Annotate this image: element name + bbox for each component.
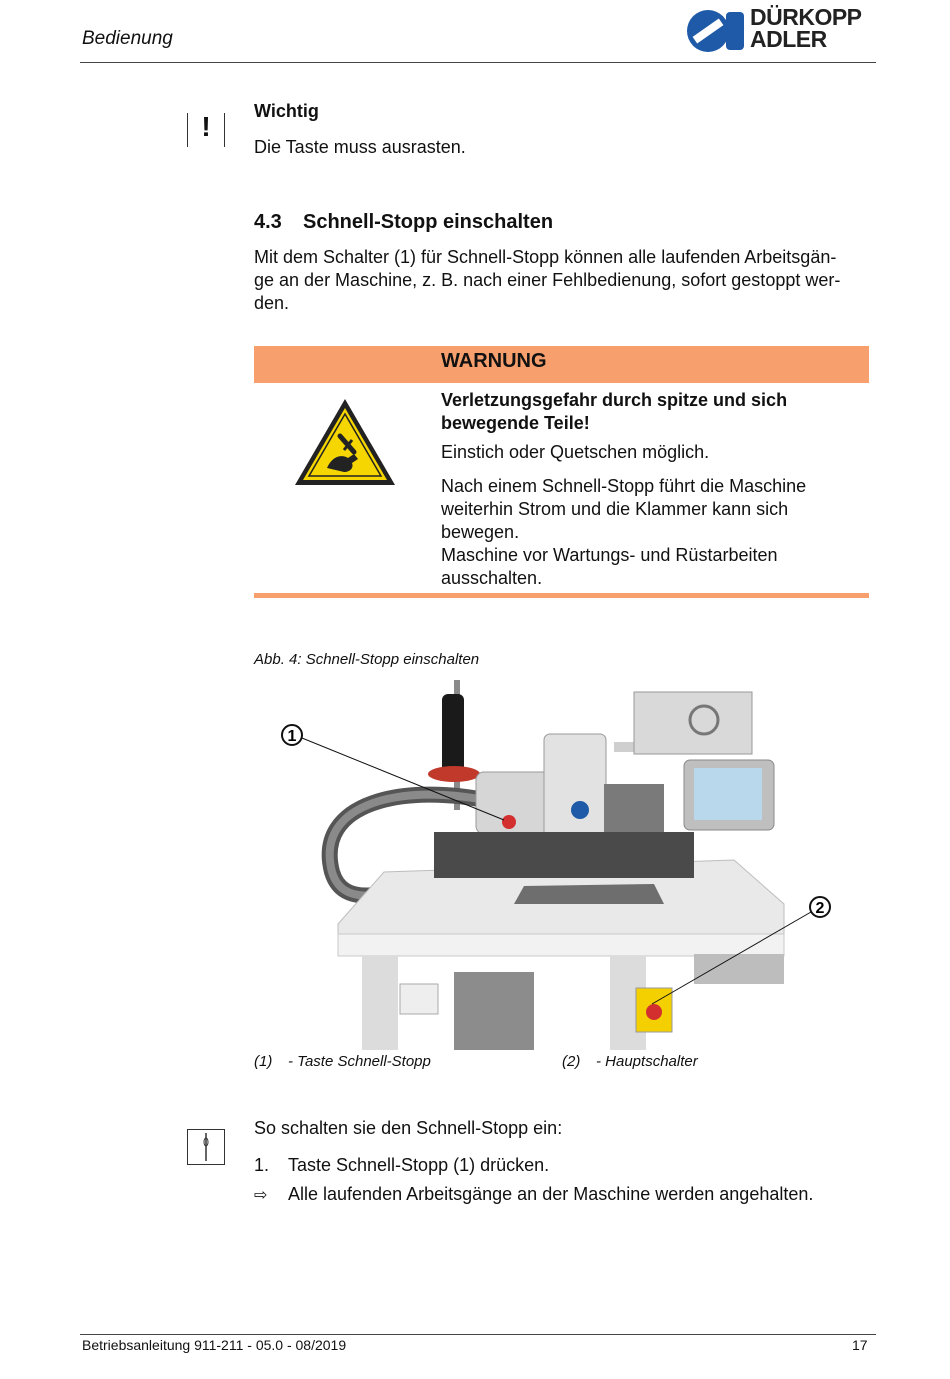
footer-manual-info: Betriebsanleitung 911-211 - 05.0 - 08/2019 xyxy=(82,1337,347,1353)
warning-text-2-line-3: bewegen. xyxy=(441,522,520,542)
warning-header-bar xyxy=(254,346,869,383)
warning-text-2-line-5: ausschalten. xyxy=(441,568,543,588)
header-section-title: Bedienung xyxy=(82,28,173,49)
header-rule xyxy=(80,62,876,63)
warning-bottom-rule xyxy=(254,593,869,598)
section-body-line-3: den. xyxy=(254,293,290,313)
procedure-icon xyxy=(187,1129,225,1165)
callout-1-label: 1 xyxy=(287,728,297,745)
warning-headline xyxy=(441,389,861,435)
warning-text-2 xyxy=(441,475,861,590)
important-title: Wichtig xyxy=(254,101,319,121)
procedure-intro: So schalten sie den Schnell-Stopp ein: xyxy=(254,1118,563,1138)
logo-line-1: DÜRKOPP xyxy=(750,4,862,30)
step-1-text: Taste Schnell-Stopp (1) drücken. xyxy=(288,1155,550,1175)
legend-2-number: (2) xyxy=(562,1053,581,1070)
footer-rule xyxy=(80,1334,876,1335)
important-text: Die Taste muss ausrasten. xyxy=(254,137,466,157)
warning-text-2-line-1: Nach einem Schnell-Stopp führt die Maschine xyxy=(441,476,807,496)
section-body-line-1: Mit dem Schalter (1) für Schnell-Stopp können alle laufenden Arbeitsgän- xyxy=(254,247,837,267)
step-1-number: 1. xyxy=(254,1155,270,1175)
warning-text-1: Einstich oder Quetschen möglich. xyxy=(441,442,710,462)
legend-2-text: - Hauptschalter xyxy=(596,1053,698,1070)
section-body xyxy=(254,246,870,315)
warning-headline-line-1: Verletzungsgefahr durch spitze und sich xyxy=(441,390,788,410)
result-arrow-icon: ⇨ xyxy=(254,1187,268,1204)
callout-2-label: 2 xyxy=(815,900,825,917)
warning-text-2-line-4: Maschine vor Wartungs- und Rüstarbeiten xyxy=(441,545,778,565)
legend-1-number: (1) xyxy=(254,1053,273,1070)
warning-cut-hazard-icon xyxy=(292,396,398,488)
machine-photo xyxy=(254,672,869,1050)
exclamation-icon: ! xyxy=(201,111,211,142)
page-number: 17 xyxy=(852,1337,868,1353)
section-body-line-2: ge an der Maschine, z. B. nach einer Fehlbedienung, sofort gestoppt wer- xyxy=(254,270,841,290)
logo-wordmark xyxy=(750,6,862,50)
legend-1-text: - Taste Schnell-Stopp xyxy=(288,1053,431,1070)
section-number: 4.3 xyxy=(254,211,282,233)
warning-headline-line-2: bewegende Teile! xyxy=(441,413,590,433)
needle-icon xyxy=(188,1130,224,1164)
important-icon xyxy=(187,113,225,147)
warning-text-2-line-2: weiterhin Strom und die Klammer kann sich xyxy=(441,499,789,519)
result-text: Alle laufenden Arbeitsgänge an der Maschine werden angehalten. xyxy=(288,1184,814,1204)
figure-caption: Abb. 4: Schnell-Stopp einschalten xyxy=(254,651,480,668)
logo-line-2: ADLER xyxy=(750,26,827,52)
section-title: Schnell-Stopp einschalten xyxy=(303,211,554,233)
warning-label: WARNUNG xyxy=(441,350,547,372)
